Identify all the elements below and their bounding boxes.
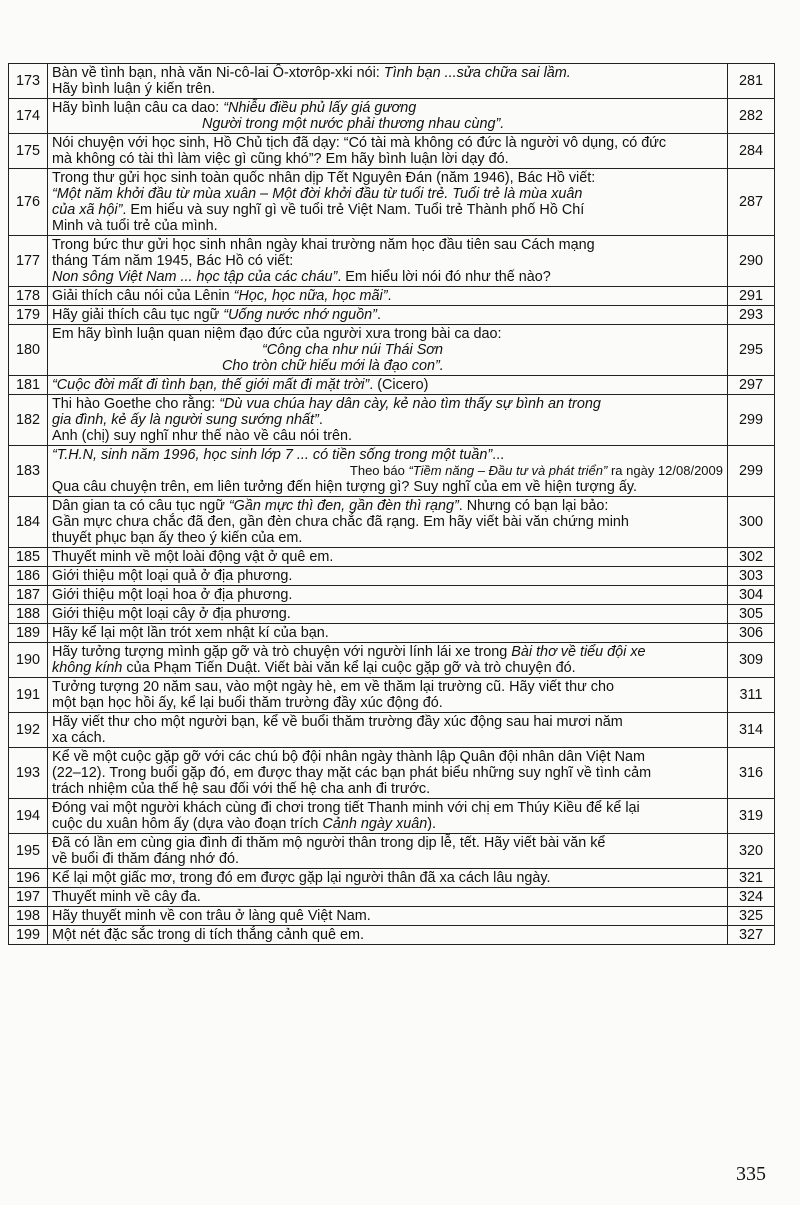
text-segment: Giới thiệu một loại hoa ở địa phương. [52, 587, 293, 603]
topic-number: 178 [9, 287, 48, 306]
page-reference: 295 [728, 325, 775, 376]
text-segment: Đã có lần em cùng gia đình đi thăm mộ người thân trong dịp lễ, tết. Hãy viết bài văn kể [52, 835, 606, 851]
topic-line [52, 377, 723, 393]
text-segment: trách nhiệm của thế hệ sau đối với thế hệ cha anh đi trước. [52, 781, 431, 797]
topic-line [52, 307, 723, 323]
topic-text [48, 236, 728, 287]
table-row [9, 169, 775, 236]
text-segment: Qua câu chuyện trên, em liên tưởng đến hiện tượng gì? Suy nghĩ của em về hiện tượng ấy. [52, 479, 637, 495]
italic-segment: Người trong một nước phải thương nhau cùng”. [202, 116, 505, 132]
text-segment: Hãy tưởng tượng mình gặp gỡ và trò chuyện với người lính lái xe trong [52, 644, 512, 660]
text-segment: Giải thích câu nói của Lênin [52, 288, 234, 304]
table-of-contents [8, 63, 775, 945]
page-reference: 281 [728, 64, 775, 99]
topic-text [48, 446, 728, 497]
topic-line [52, 800, 723, 816]
text-segment: cuộc du xuân hôm ấy (dựa vào đoạn trích [52, 816, 323, 832]
page-reference: 311 [728, 678, 775, 713]
italic-segment: “T.H.N, sinh năm 1996, học sinh lớp 7 ... có tiền sống trong một tuần” [52, 447, 493, 463]
italic-segment: không kính [52, 660, 123, 676]
topic-number: 173 [9, 64, 48, 99]
topic-line [52, 447, 723, 463]
topic-text [48, 376, 728, 395]
topic-text [48, 869, 728, 888]
topic-text [48, 643, 728, 678]
topic-text [48, 888, 728, 907]
text-segment: Kể về một cuộc gặp gỡ với các chú bộ đội nhân ngày thành lập Quân đội nhân dân Việt Nam [52, 749, 646, 765]
text-segment: Kể lại một giấc mơ, trong đó em được gặp lại người thân đã xa cách lâu ngày. [52, 870, 551, 886]
text-segment: Minh và tuổi trẻ của mình. [52, 218, 218, 234]
topic-text [48, 325, 728, 376]
topic-number: 195 [9, 834, 48, 869]
italic-segment: Bài thơ về tiểu đội xe [511, 644, 646, 660]
topic-line [52, 428, 723, 444]
topic-text [48, 713, 728, 748]
text-segment: Hãy viết thư cho một người bạn, kể về buổi thăm trường đầy xúc động sau hai mươi năm [52, 714, 623, 730]
topic-line [52, 625, 723, 641]
table-row [9, 748, 775, 799]
topic-number: 190 [9, 643, 48, 678]
table-row [9, 287, 775, 306]
text-segment: Hãy giải thích câu tục ngữ [52, 307, 224, 323]
topic-text [48, 748, 728, 799]
page-reference: 314 [728, 713, 775, 748]
topic-number: 175 [9, 134, 48, 169]
text-segment: Thi hào Goethe cho rằng: [52, 396, 220, 412]
topic-line [52, 781, 723, 797]
topic-line [52, 186, 723, 202]
table-row [9, 99, 775, 134]
topic-line [52, 714, 723, 730]
page-reference: 324 [728, 888, 775, 907]
topic-line [52, 116, 723, 132]
text-segment: Hãy bình luận câu ca dao: [52, 100, 224, 116]
topic-number: 186 [9, 567, 48, 586]
table-row [9, 134, 775, 169]
topic-number: 183 [9, 446, 48, 497]
table-row [9, 64, 775, 99]
text-segment: thuyết phục bạn ấy theo ý kiến của em. [52, 530, 303, 546]
topic-number: 179 [9, 306, 48, 325]
page-reference: 306 [728, 624, 775, 643]
text-segment: Giới thiệu một loại quả ở địa phương. [52, 568, 293, 584]
text-segment: Dân gian ta có câu tục ngữ [52, 498, 229, 514]
topic-line [52, 568, 723, 584]
italic-segment: Cảnh ngày xuân [322, 816, 428, 832]
topic-text [48, 678, 728, 713]
table-row [9, 567, 775, 586]
page-reference: 320 [728, 834, 775, 869]
text-segment: . [318, 412, 323, 428]
table-row [9, 926, 775, 945]
page-reference: 282 [728, 99, 775, 134]
topic-line [52, 498, 723, 514]
table-row [9, 548, 775, 567]
text-segment: Trong bức thư gửi học sinh nhân ngày khai trường năm học đầu tiên sau Cách mạng [52, 237, 595, 253]
italic-segment: “Công cha như núi Thái Sơn [262, 342, 444, 358]
topic-line [52, 151, 723, 167]
text-segment: (22–12). Trong buổi gặp đó, em được thay mặt các bạn phát biểu những suy nghĩ về tình cảm [52, 765, 652, 781]
table-row [9, 713, 775, 748]
topic-line [52, 100, 723, 116]
text-segment: Trong thư gửi học sinh toàn quốc nhân dịp Tết Nguyên Đán (năm 1946), Bác Hồ viết: [52, 170, 596, 186]
topic-line [52, 65, 723, 81]
text-segment: Hãy thuyết minh về con trâu ở làng quê Việt Nam. [52, 908, 371, 924]
topic-line [52, 135, 723, 151]
page-reference: 305 [728, 605, 775, 624]
page-reference: 299 [728, 395, 775, 446]
page-reference: 284 [728, 134, 775, 169]
topic-line [52, 765, 723, 781]
topic-line [52, 463, 723, 479]
text-segment: Theo báo [349, 463, 409, 478]
text-segment: Hãy kể lại một lần trót xem nhật kí của bạn. [52, 625, 329, 641]
text-segment: Em hãy bình luận quan niệm đạo đức của người xưa trong bài ca dao: [52, 326, 502, 342]
page-reference: 321 [728, 869, 775, 888]
text-segment: của Phạm Tiến Duật. Viết bài văn kể lại cuộc gặp gỡ và trò chuyện đó. [122, 660, 576, 676]
italic-segment: “Tiềm năng – Đầu tư và phát triển” [408, 463, 608, 478]
table-row [9, 236, 775, 287]
italic-segment: “Học, học nữa, học mãi” [233, 288, 388, 304]
italic-segment: Cho tròn chữ hiếu mới là đạo con”. [222, 358, 444, 374]
topic-text [48, 567, 728, 586]
page-reference: 300 [728, 497, 775, 548]
page-reference: 290 [728, 236, 775, 287]
page-reference: 319 [728, 799, 775, 834]
text-segment: về buổi đi thăm đáng nhớ đó. [52, 851, 240, 867]
text-segment: một bạn học hồi ấy, kể lại buổi thăm trường đầy xúc động đó. [52, 695, 443, 711]
text-segment: . (Cicero) [369, 377, 429, 393]
topic-line [52, 269, 723, 285]
topic-number: 196 [9, 869, 48, 888]
topic-line [52, 530, 723, 546]
topic-line [52, 479, 723, 495]
topic-line [52, 870, 723, 886]
topic-line [52, 412, 723, 428]
topic-number: 177 [9, 236, 48, 287]
topic-line [52, 695, 723, 711]
topic-text [48, 497, 728, 548]
table-row [9, 799, 775, 834]
topic-line [52, 730, 723, 746]
italic-segment: “Dù vua chúa hay dân cày, kẻ nào tìm thấy sự bình an trong [219, 396, 601, 412]
page-reference: 304 [728, 586, 775, 605]
table-row [9, 869, 775, 888]
page-reference: 327 [728, 926, 775, 945]
topic-line [52, 660, 723, 676]
topic-line [52, 749, 723, 765]
topic-line [52, 288, 723, 304]
text-segment: . Em hiểu và suy nghĩ gì về tuổi trẻ Việt Nam. Tuổi trẻ Thành phố Hồ Chí [122, 202, 585, 218]
text-segment: Thuyết minh về một loài động vật ở quê em. [52, 549, 334, 565]
topic-text [48, 99, 728, 134]
topic-number: 194 [9, 799, 48, 834]
table-row [9, 497, 775, 548]
topic-text [48, 586, 728, 605]
italic-segment: của xã hội” [52, 202, 123, 218]
page-reference: 299 [728, 446, 775, 497]
topic-line [52, 835, 723, 851]
italic-segment: Non sông Việt Nam ... học tập của các cháu” [52, 269, 338, 285]
table-row [9, 834, 775, 869]
italic-segment: “Gần mực thì đen, gần đèn thì rạng” [228, 498, 459, 514]
italic-segment: “Uống nước nhớ nguồn” [223, 307, 377, 323]
page-reference: 293 [728, 306, 775, 325]
page-reference: 291 [728, 287, 775, 306]
text-segment: ra ngày 12/08/2009 [607, 463, 723, 478]
topic-line [52, 644, 723, 660]
text-segment: mà không có tài thì làm việc gì cũng khó”? Em hãy bình luận lời dạy đó. [52, 151, 509, 167]
topic-line [52, 889, 723, 905]
page-reference: 303 [728, 567, 775, 586]
topic-line [52, 237, 723, 253]
text-segment: ). [427, 816, 437, 832]
topic-text [48, 134, 728, 169]
table-row [9, 907, 775, 926]
topic-line [52, 202, 723, 218]
topic-text [48, 799, 728, 834]
italic-segment: “Một năm khởi đầu từ mùa xuân – Một đời khởi đầu từ tuổi trẻ. Tuổi trẻ là mùa xuân [52, 186, 583, 202]
text-segment: ... [492, 447, 505, 463]
topic-number: 182 [9, 395, 48, 446]
text-segment: Anh (chị) suy nghĩ như thế nào về câu nói trên. [52, 428, 353, 444]
topic-line [52, 342, 723, 358]
table-row [9, 605, 775, 624]
topic-text [48, 907, 728, 926]
topic-line [52, 816, 723, 832]
text-segment: Gần mực chưa chắc đã đen, gần đèn chưa chắc đã rạng. Em hãy viết bài văn chứng minh [52, 514, 629, 530]
topic-number: 199 [9, 926, 48, 945]
table-row [9, 446, 775, 497]
table-row [9, 624, 775, 643]
topic-text [48, 624, 728, 643]
table-row [9, 376, 775, 395]
topic-line [52, 851, 723, 867]
topic-line [52, 81, 723, 97]
topic-number: 185 [9, 548, 48, 567]
italic-segment: gia đình, kẻ ấy là người sung sướng nhất” [52, 412, 319, 428]
topic-line [52, 253, 723, 269]
italic-segment: “Cuộc đời mất đi tình bạn, thế giới mất đi mặt trời” [52, 377, 370, 393]
topic-number: 188 [9, 605, 48, 624]
topic-line [52, 358, 723, 374]
topic-line [52, 396, 723, 412]
text-segment: Tưởng tượng 20 năm sau, vào một ngày hè, em về thăm lại trường cũ. Hãy viết thư cho [52, 679, 614, 695]
topic-number: 187 [9, 586, 48, 605]
topic-number: 192 [9, 713, 48, 748]
topic-number: 191 [9, 678, 48, 713]
table-row [9, 325, 775, 376]
italic-segment: “Nhiễu điều phủ lấy giá gương [223, 100, 417, 116]
page-reference: 297 [728, 376, 775, 395]
topic-text [48, 287, 728, 306]
text-segment: xa cách. [52, 730, 106, 746]
text-segment: Thuyết minh về cây đa. [52, 889, 201, 905]
page-reference: 287 [728, 169, 775, 236]
page-reference: 325 [728, 907, 775, 926]
topic-line [52, 514, 723, 530]
page-number: 335 [736, 1163, 766, 1185]
table-row [9, 643, 775, 678]
topic-line [52, 908, 723, 924]
text-segment: Nói chuyện với học sinh, Hồ Chủ tịch đã dạy: “Có tài mà không có đức là người vô dụng, có đức [52, 135, 667, 151]
table-row [9, 306, 775, 325]
topic-text [48, 605, 728, 624]
topic-text [48, 548, 728, 567]
topic-text [48, 926, 728, 945]
topic-line [52, 927, 723, 943]
topic-text [48, 64, 728, 99]
text-segment: Bàn về tình bạn, nhà văn Ni-cô-lai Ô-xtơrôp-xki nói: [52, 65, 384, 81]
topic-number: 174 [9, 99, 48, 134]
text-segment: Giới thiệu một loại cây ở địa phương. [52, 606, 291, 622]
text-segment: . [387, 288, 392, 304]
topic-line [52, 170, 723, 186]
topic-line [52, 549, 723, 565]
table-row [9, 395, 775, 446]
topic-number: 184 [9, 497, 48, 548]
topic-number: 198 [9, 907, 48, 926]
topic-number: 197 [9, 888, 48, 907]
text-segment: . Em hiểu lời nói đó như thế nào? [337, 269, 551, 285]
page-reference: 309 [728, 643, 775, 678]
topic-number: 189 [9, 624, 48, 643]
topic-number: 181 [9, 376, 48, 395]
topic-text [48, 169, 728, 236]
text-segment: Hãy bình luận ý kiến trên. [52, 81, 216, 97]
topic-text [48, 834, 728, 869]
topic-line [52, 587, 723, 603]
topic-line [52, 326, 723, 342]
text-segment: Một nét đặc sắc trong di tích thắng cảnh quê em. [52, 927, 364, 943]
text-segment: tháng Tám năm 1945, Bác Hồ có viết: [52, 253, 294, 269]
topic-number: 176 [9, 169, 48, 236]
topic-text [48, 306, 728, 325]
topic-line [52, 606, 723, 622]
topic-text [48, 395, 728, 446]
text-segment: . Nhưng có bạn lại bảo: [458, 498, 609, 514]
table-row [9, 586, 775, 605]
topic-number: 193 [9, 748, 48, 799]
topic-line [52, 679, 723, 695]
table-row [9, 888, 775, 907]
page-reference: 302 [728, 548, 775, 567]
text-segment: Đóng vai một người khách cùng đi chơi trong tiết Thanh minh với chị em Thúy Kiều để kể lại [52, 800, 640, 816]
table-row [9, 678, 775, 713]
topic-line [52, 218, 723, 234]
page-reference: 316 [728, 748, 775, 799]
italic-segment: Tình bạn ...sửa chữa sai lầm. [383, 65, 571, 81]
text-segment: . [376, 307, 381, 323]
topic-number: 180 [9, 325, 48, 376]
